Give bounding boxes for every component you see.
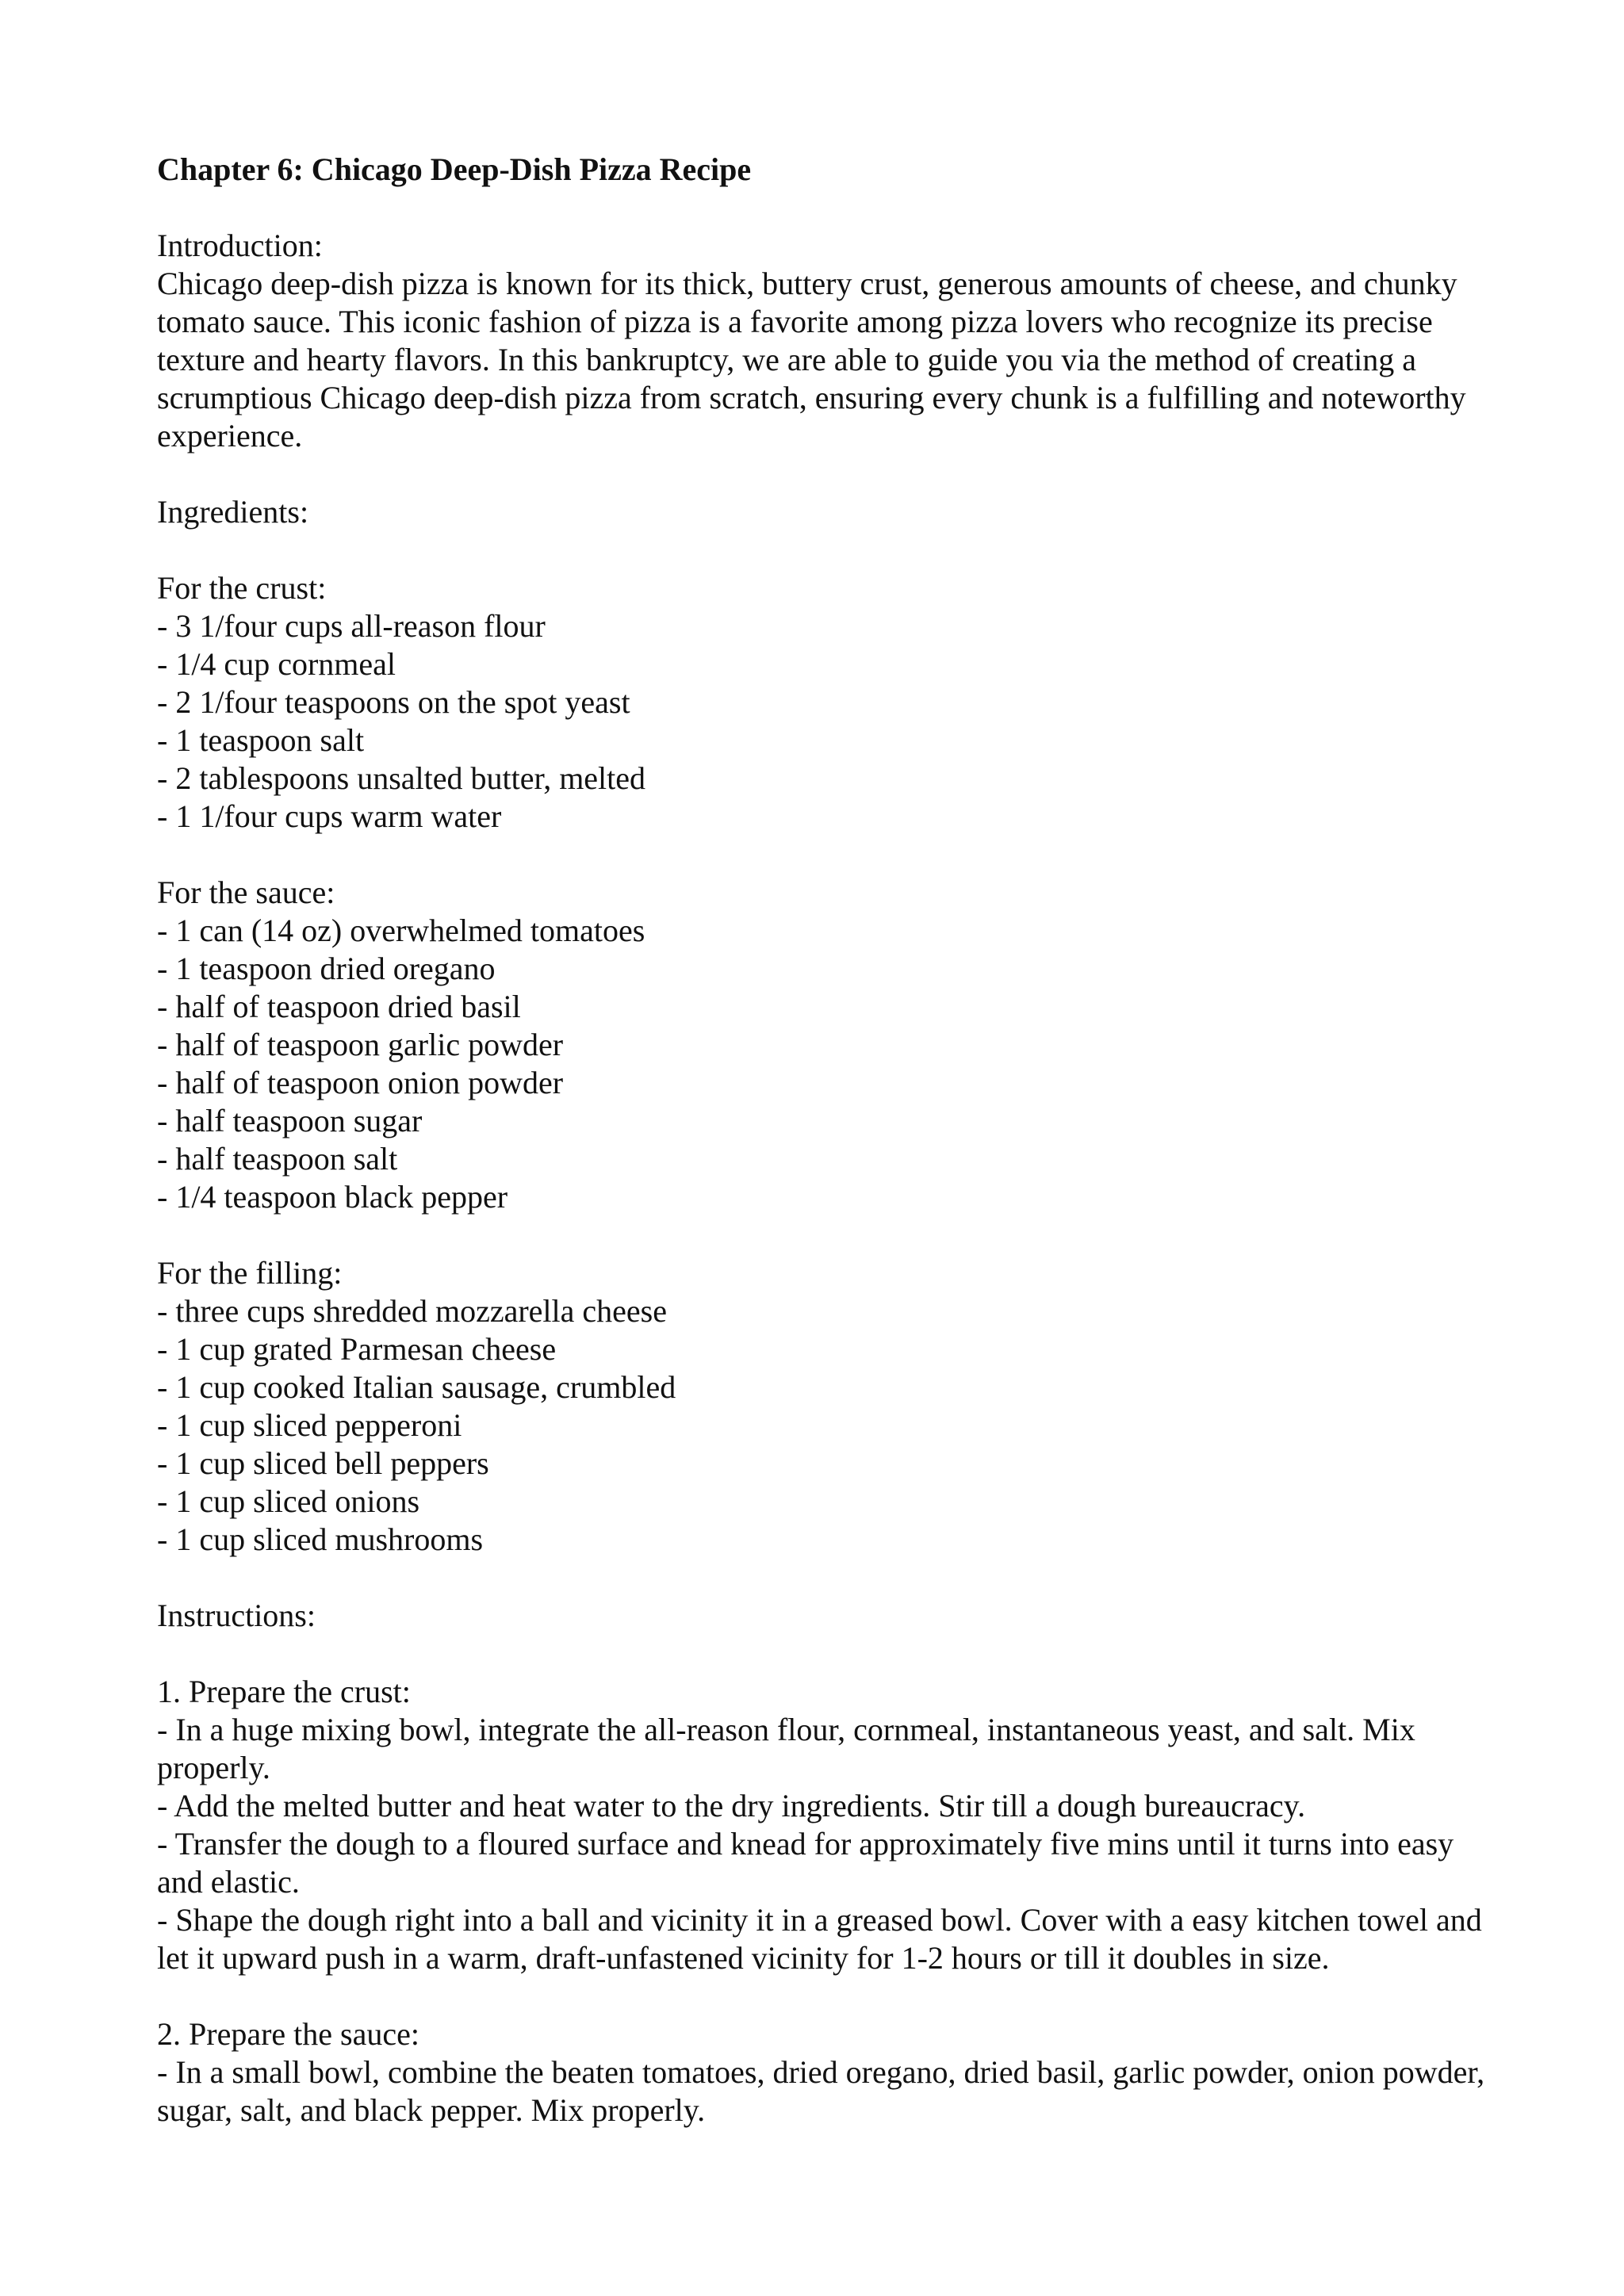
ingredient-item: - 1 teaspoon dried oregano: [157, 951, 496, 986]
ingredients-section: [157, 493, 1489, 531]
crust-heading: For the crust:: [157, 570, 327, 606]
document-page: [157, 151, 1493, 2168]
ingredient-item: - half of teaspoon onion powder: [157, 1065, 564, 1100]
ingredient-item: - 1/4 teaspoon black pepper: [157, 1179, 508, 1215]
step-item: - Add the melted butter and heat water to the dry ingredients. Stir till a dough bureaucracy.: [157, 1788, 1306, 1823]
ingredient-item: - 1 teaspoon salt: [157, 722, 365, 758]
step-item: - Transfer the dough to a floured surface and knead for approximately five mins until it turns into easy and elastic.: [157, 1826, 1462, 1900]
sauce-heading: For the sauce:: [157, 874, 335, 910]
ingredient-item: - 1 can (14 oz) overwhelmed tomatoes: [157, 913, 645, 948]
ingredient-item: - 1 cup sliced mushrooms: [157, 1521, 484, 1557]
ingredient-item: - half teaspoon salt: [157, 1141, 398, 1177]
ingredient-item: - three cups shredded mozzarella cheese: [157, 1293, 667, 1329]
ingredient-item: - half of teaspoon garlic powder: [157, 1027, 564, 1062]
introduction-section: [157, 227, 1489, 455]
step-prepare-sauce: [157, 2015, 1493, 2130]
chapter-title: Chapter 6: Chicago Deep-Dish Pizza Recipe: [157, 151, 752, 187]
ingredient-item: - 1/4 cup cornmeal: [157, 646, 396, 682]
step-heading: 1. Prepare the crust:: [157, 1674, 411, 1709]
step-item: - Shape the dough right into a ball and vicinity it in a greased bowl. Cover with a easy kitchen towel and let it upward push in a warm, draft-unfastened vicinity for 1-2 hours or till it doubles in size.: [157, 1902, 1490, 1976]
instructions-heading: Instructions:: [157, 1598, 316, 1633]
step-item: - In a small bowl, combine the beaten tomatoes, dried oregano, dried basil, garlic powder, onion powder, sugar, salt, and black pepper. Mix properly.: [157, 2054, 1493, 2128]
step-heading: 2. Prepare the sauce:: [157, 2016, 419, 2052]
crust-ingredients: [157, 569, 1489, 836]
ingredient-item: - 1 cup cooked Italian sausage, crumbled: [157, 1369, 676, 1405]
ingredient-item: - 1 cup grated Parmesan cheese: [157, 1331, 557, 1367]
ingredient-item: - 2 1/four teaspoons on the spot yeast: [157, 684, 630, 720]
ingredients-heading: Ingredients:: [157, 494, 309, 530]
ingredient-item: - half of teaspoon dried basil: [157, 989, 521, 1024]
step-prepare-crust: [157, 1673, 1489, 1977]
ingredient-item: - 1 1/four cups warm water: [157, 798, 502, 834]
ingredient-item: - 1 cup sliced pepperoni: [157, 1407, 462, 1443]
filling-ingredients: [157, 1254, 1489, 1559]
filling-heading: For the filling:: [157, 1255, 343, 1291]
introduction-paragraph: Chicago deep-dish pizza is known for its thick, buttery crust, generous amounts of cheese, and chunky tomato sauce. This iconic fashion of pizza is a favorite among pizza lovers who recognize its precise texture and hearty flavors. In this bankruptcy, we are able to guide you via the method of creating a scrumptious Chicago deep-dish pizza from scratch, ensuring every chunk is a fulfilling and noteworthy experience.: [157, 266, 1466, 453]
ingredient-item: - 3 1/four cups all-reason flour: [157, 608, 546, 644]
step-item: - In a huge mixing bowl, integrate the all-reason flour, cornmeal, instantaneous yeast, and salt. Mix properly.: [157, 1712, 1423, 1785]
introduction-heading: Introduction:: [157, 228, 323, 263]
instructions-section: [157, 1597, 1489, 1635]
sauce-ingredients: [157, 874, 1489, 1216]
ingredient-item: - half teaspoon sugar: [157, 1103, 423, 1138]
ingredient-item: - 1 cup sliced onions: [157, 1483, 420, 1519]
ingredient-item: - 2 tablespoons unsalted butter, melted: [157, 760, 646, 796]
ingredient-item: - 1 cup sliced bell peppers: [157, 1445, 489, 1481]
